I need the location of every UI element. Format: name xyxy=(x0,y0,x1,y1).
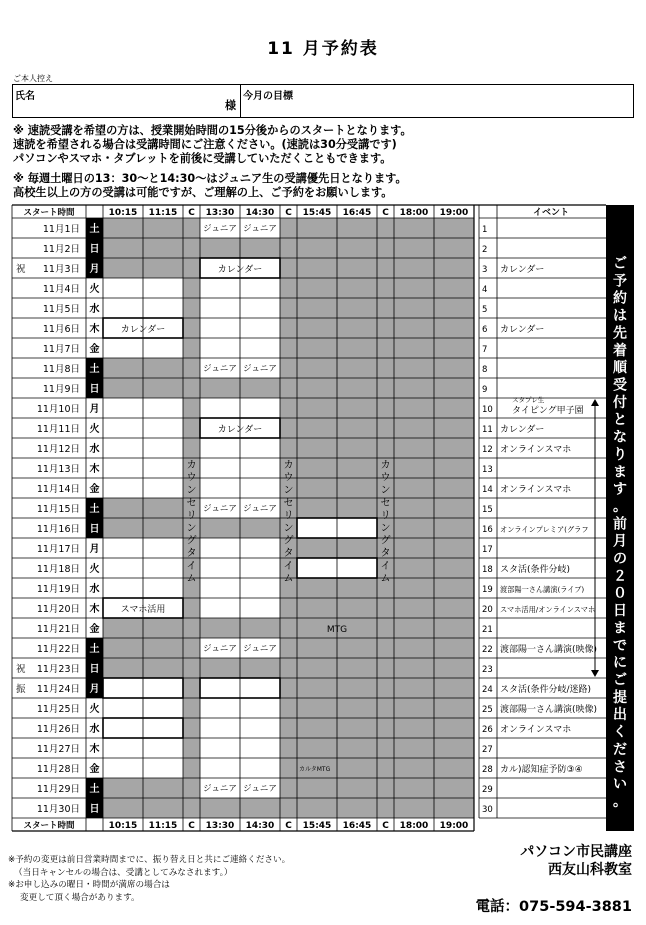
counseling-char: リ xyxy=(380,510,391,522)
day-number-cell: 5 xyxy=(482,305,488,315)
date-cell: 11月30日 xyxy=(36,804,80,815)
counseling-char: セ xyxy=(186,497,197,509)
counseling-char: イ xyxy=(283,560,294,572)
day-number-cell: 21 xyxy=(482,625,493,635)
event-cell: カレンダー xyxy=(500,325,545,335)
day-number-cell: 18 xyxy=(482,565,493,575)
date-cell: 11月29日 xyxy=(36,784,80,795)
weekday-cell: 金 xyxy=(89,484,100,495)
weekday-cell: 月 xyxy=(89,404,100,415)
footer-start-time: スタート時間 xyxy=(23,821,75,831)
weekday-cell: 土 xyxy=(89,224,100,235)
date-cell: 11月12日 xyxy=(36,444,80,455)
date-cell: 11月24日 xyxy=(36,684,80,695)
event-arrow-up xyxy=(591,399,599,406)
weekday-cell: 金 xyxy=(89,344,100,355)
counseling-char: ム xyxy=(380,573,391,585)
school-name: パソコン市民講座 xyxy=(520,844,632,860)
weekday-cell: 木 xyxy=(89,324,100,335)
day-number-cell: 22 xyxy=(482,645,493,655)
name-label: 氏名 xyxy=(15,91,35,102)
note-line-2: 速読を希望される場合は受講時間にご注意ください。(速読は30分受講です) xyxy=(13,138,397,151)
day-number-cell: 17 xyxy=(482,545,493,555)
event-cell: オンラインスマホ xyxy=(500,725,572,735)
date-cell: 11月27日 xyxy=(36,744,80,755)
school-branch: 西友山科教室 xyxy=(548,862,632,878)
junior-label-1430: ジュニア xyxy=(243,504,277,514)
date-cell: 11月13日 xyxy=(36,464,80,475)
side-char: り xyxy=(613,446,627,463)
counseling-char: タ xyxy=(380,548,391,560)
event-cell: 渡部陽一さん講演(映像) xyxy=(500,705,598,715)
date-cell: 11月6日 xyxy=(42,324,80,335)
event-cell: スタ活(条件分岐) xyxy=(500,565,571,575)
date-cell: 11月16日 xyxy=(36,524,80,535)
day-number-cell: 16 xyxy=(482,525,493,535)
day-number-cell: 12 xyxy=(482,445,493,455)
side-char: さ xyxy=(613,759,627,776)
holiday-mark: 祝 xyxy=(16,664,26,675)
footnote-4: 変更して頂く場合があります。 xyxy=(20,892,140,903)
event-cell: スタ活(条件分岐/迷路) xyxy=(500,685,592,695)
counseling-char: ン xyxy=(186,523,197,534)
day-number-cell: 7 xyxy=(482,345,488,355)
header-slot-4: 14:30 xyxy=(245,208,275,218)
day-number-cell: 13 xyxy=(482,465,493,475)
karuta-mtg-label: カルタMTG xyxy=(299,766,331,773)
footer-slot-4: 14:30 xyxy=(245,821,275,831)
weekday-cell: 日 xyxy=(89,384,100,395)
side-char: い xyxy=(613,776,627,793)
header-slot-9: 18:00 xyxy=(399,208,429,218)
date-cell: 11月17日 xyxy=(36,544,80,555)
footer-slot-3: 13:30 xyxy=(205,821,235,831)
weekday-cell: 月 xyxy=(89,544,100,555)
counseling-char: ウ xyxy=(283,472,294,484)
date-cell: 11月23日 xyxy=(36,664,80,675)
day-number-cell: 19 xyxy=(482,585,493,595)
event-cell: 渡部陽一さん講演(ライブ) xyxy=(500,585,585,594)
header-slot-5: C xyxy=(285,208,292,218)
date-cell: 11月20日 xyxy=(36,604,80,615)
footer-slot-7: 16:45 xyxy=(342,821,372,831)
footer-slot-9: 18:00 xyxy=(399,821,429,831)
side-char: 月 xyxy=(613,533,627,550)
day-number-cell: 28 xyxy=(482,765,493,775)
holiday-mark: 振 xyxy=(16,684,26,695)
weekday-cell: 水 xyxy=(89,584,100,595)
counseling-char: イ xyxy=(380,560,391,572)
side-char: 予 xyxy=(613,273,627,290)
school-info xyxy=(520,843,632,879)
event-cell: スマホ活用/オンラインスマホ xyxy=(500,605,596,614)
day-number-cell: 30 xyxy=(482,805,493,815)
side-char: く xyxy=(613,724,627,741)
side-char: 。 xyxy=(613,498,627,515)
footnote-1: ※予約の変更は前日営業時間までに、振り替え日と共にご連絡ください。 xyxy=(8,855,291,865)
day-number-cell: 25 xyxy=(482,705,493,715)
side-char: ま xyxy=(613,620,627,637)
junior-label-1330: ジュニア xyxy=(203,224,237,234)
side-char: す xyxy=(613,481,627,498)
weekday-cell: 日 xyxy=(89,664,100,675)
side-char: 受 xyxy=(613,377,627,394)
side-char: ま xyxy=(613,464,627,481)
side-char: 順 xyxy=(613,360,627,377)
date-cell: 11月2日 xyxy=(42,244,80,255)
footer-slot-8: C xyxy=(382,821,389,831)
side-char: 前 xyxy=(613,516,627,533)
phone-number: 電話：075-594-3881 xyxy=(475,899,632,915)
weekday-cell: 土 xyxy=(89,364,100,375)
goal-label: 今月の目標 xyxy=(243,91,293,102)
weekday-cell: 日 xyxy=(89,524,100,535)
smartphone-label: スマホ活用 xyxy=(120,605,166,615)
counseling-char: ウ xyxy=(186,472,197,484)
day-number-cell: 15 xyxy=(482,505,493,515)
footer-slot-0: 10:15 xyxy=(108,821,138,831)
counseling-char: リ xyxy=(186,510,197,522)
day-number-cell: 2 xyxy=(482,245,488,255)
footnotes xyxy=(8,854,290,904)
event-arrow-down xyxy=(591,670,599,677)
date-cell: 11月22日 xyxy=(36,644,80,655)
side-char: な xyxy=(613,429,627,446)
header-slot-6: 15:45 xyxy=(302,208,332,218)
sama-label: 様 xyxy=(225,99,236,112)
event-cell: オンラインプレミア(グラフ xyxy=(500,525,589,534)
date-cell: 11月19日 xyxy=(36,584,80,595)
counseling-char: グ xyxy=(283,535,294,547)
note-line-5: 高校生以上の方の受講は可能ですが、ご理解の上、ご予約をお願いします。 xyxy=(13,186,393,199)
date-cell: 11月26日 xyxy=(36,724,80,735)
page-title: 11 月予約表 xyxy=(267,39,379,59)
weekday-cell: 金 xyxy=(89,764,100,775)
event-cell: カレンダー xyxy=(500,425,545,435)
junior-label-1330: ジュニア xyxy=(203,364,237,374)
date-cell: 11月21日 xyxy=(36,624,80,635)
counseling-char: セ xyxy=(283,497,294,509)
mtg-label: MTG xyxy=(326,625,348,635)
date-cell: 11月9日 xyxy=(42,384,80,395)
typing-title: タイピング甲子園 xyxy=(512,406,584,416)
footnote-3: ※お申し込みの曜日・時間が満席の場合は xyxy=(8,880,170,890)
footer-slot-10: 19:00 xyxy=(439,821,469,831)
junior-label-1330: ジュニア xyxy=(203,504,237,514)
junior-label-1430: ジュニア xyxy=(243,224,277,234)
side-char: 日 xyxy=(613,603,627,620)
weekday-cell: 土 xyxy=(89,644,100,655)
day-number-cell: 8 xyxy=(482,365,488,375)
side-char: と xyxy=(613,412,627,429)
date-cell: 11月5日 xyxy=(42,304,80,315)
counseling-char: ン xyxy=(186,485,197,497)
counseling-char: タ xyxy=(186,548,197,560)
weekday-cell: 火 xyxy=(89,284,100,295)
weekday-cell: 火 xyxy=(89,704,100,715)
date-cell: 11月4日 xyxy=(42,284,80,295)
day-number-cell: 10 xyxy=(482,405,493,415)
weekday-cell: 木 xyxy=(89,464,100,475)
footer-slot-6: 15:45 xyxy=(302,821,332,831)
event-cell: オンラインスマホ xyxy=(500,445,572,455)
note-line-1: ※ 速読受講を希望の方は、授業開始時間の15分後からのスタートとなります。 xyxy=(13,124,412,137)
header-slot-1: 11:15 xyxy=(148,208,178,218)
date-cell: 11月28日 xyxy=(36,764,80,775)
weekday-cell: 土 xyxy=(89,784,100,795)
holiday-mark: 祝 xyxy=(16,264,26,275)
junior-label-1430: ジュニア xyxy=(243,784,277,794)
junior-label-1430: ジュニア xyxy=(243,644,277,654)
date-cell: 11月10日 xyxy=(36,404,80,415)
junior-label-1330: ジュニア xyxy=(203,644,237,654)
weekday-cell: 月 xyxy=(89,264,100,275)
counseling-char: ム xyxy=(186,573,197,585)
footer-slot-1: 11:15 xyxy=(148,821,178,831)
side-char: 着 xyxy=(613,342,627,359)
day-number-cell: 11 xyxy=(482,425,493,435)
day-number-cell: 4 xyxy=(482,285,488,295)
header-slot-3: 13:30 xyxy=(205,208,235,218)
junior-label-1330: ジュニア xyxy=(203,784,237,794)
weekday-cell: 水 xyxy=(89,444,100,455)
side-char: ご xyxy=(613,256,627,272)
side-char: は xyxy=(613,308,627,325)
day-number-cell: 3 xyxy=(482,265,488,275)
weekday-cell: 水 xyxy=(89,304,100,315)
day-number-cell: 1 xyxy=(482,225,488,235)
side-char: 提 xyxy=(613,689,627,706)
counseling-char: ン xyxy=(380,523,391,534)
side-char: 先 xyxy=(613,325,627,342)
copy-label: ご本人控え xyxy=(13,74,53,83)
weekday-cell: 土 xyxy=(89,504,100,515)
typing-note: スタプレ生 xyxy=(512,396,545,404)
side-char: 出 xyxy=(613,707,627,724)
counseling-char: カ xyxy=(283,460,294,471)
counseling-char: カ xyxy=(380,460,391,471)
header-slot-8: C xyxy=(382,208,389,218)
counseling-char: リ xyxy=(283,510,294,522)
footer-slot-5: C xyxy=(285,821,292,831)
weekday-cell: 木 xyxy=(89,604,100,615)
header-slot-10: 19:00 xyxy=(439,208,469,218)
date-cell: 11月25日 xyxy=(36,704,80,715)
counseling-char: イ xyxy=(186,560,197,572)
shade-cell xyxy=(103,618,474,638)
counseling-char: カ xyxy=(186,460,197,471)
side-char: だ xyxy=(613,741,627,758)
day-number-cell: 14 xyxy=(482,485,493,495)
event-cell: カル)認知症予防③④ xyxy=(500,765,583,775)
junior-label-1430: ジュニア xyxy=(243,364,277,374)
side-char: 。 xyxy=(613,794,627,810)
date-cell: 11月3日 xyxy=(42,264,80,275)
side-char: の xyxy=(613,551,627,568)
side-char: ０ xyxy=(613,585,627,602)
day-number-cell: 6 xyxy=(482,325,488,335)
footnote-2: （当日キャンセルの場合は、受講としてみなされます。） xyxy=(14,867,233,878)
weekday-cell: 火 xyxy=(89,424,100,435)
counseling-char: ム xyxy=(283,573,294,585)
date-cell: 11月1日 xyxy=(42,224,80,235)
counseling-char: グ xyxy=(380,535,391,547)
note-line-3: パソコンやスマホ・タブレットを前後に受講していただくこともできます。 xyxy=(13,152,392,165)
header-event: イベント xyxy=(532,208,570,218)
day-number-cell: 29 xyxy=(482,785,493,795)
counseling-char: ン xyxy=(283,523,294,534)
weekday-cell: 火 xyxy=(89,564,100,575)
date-cell: 11月8日 xyxy=(42,364,80,375)
day-number-cell: 9 xyxy=(482,385,488,395)
day-number-cell: 26 xyxy=(482,725,493,735)
date-cell: 11月18日 xyxy=(36,564,80,575)
counseling-char: タ xyxy=(283,548,294,560)
date-cell: 11月15日 xyxy=(36,504,80,515)
side-char: ご xyxy=(613,672,627,689)
counseling-char: ウ xyxy=(380,472,391,484)
footer-slot-2: C xyxy=(188,821,195,831)
day-number-cell: 27 xyxy=(482,745,493,755)
calendar-label: カレンダー xyxy=(217,265,263,275)
side-char: で xyxy=(613,637,627,654)
counseling-char: グ xyxy=(186,535,197,547)
side-char: 付 xyxy=(613,394,627,411)
weekday-cell: 金 xyxy=(89,624,100,635)
calendar-label: カレンダー xyxy=(217,425,263,435)
header-start-time: スタート時間 xyxy=(23,208,75,218)
note-line-4: ※ 毎週土曜日の13：30～と14:30～はジュニア生の受講優先日となります。 xyxy=(13,172,407,185)
header-slot-0: 10:15 xyxy=(108,208,138,218)
weekday-cell: 月 xyxy=(89,684,100,695)
calendar-label: カレンダー xyxy=(120,325,166,335)
side-char: 約 xyxy=(613,290,627,307)
counseling-char: ン xyxy=(380,485,391,497)
side-char: に xyxy=(613,655,627,672)
event-cell: 渡部陽一さん講演(映像) xyxy=(500,645,598,655)
event-cell: オンラインスマホ xyxy=(500,485,572,495)
day-number-cell: 20 xyxy=(482,605,493,615)
weekday-cell: 水 xyxy=(89,724,100,735)
header-slot-2: C xyxy=(188,208,195,218)
date-cell: 11月11日 xyxy=(36,424,80,435)
side-char: ２ xyxy=(613,568,627,585)
weekday-cell: 木 xyxy=(89,744,100,755)
date-cell: 11月7日 xyxy=(42,344,80,355)
header-slot-7: 16:45 xyxy=(342,208,372,218)
event-cell: カレンダー xyxy=(500,265,545,275)
weekday-cell: 日 xyxy=(89,804,100,815)
day-number-cell: 24 xyxy=(482,685,493,695)
counseling-char: ン xyxy=(283,485,294,497)
weekday-cell: 日 xyxy=(89,244,100,255)
day-number-cell: 23 xyxy=(482,665,493,675)
counseling-char: セ xyxy=(380,497,391,509)
date-cell: 11月14日 xyxy=(36,484,80,495)
